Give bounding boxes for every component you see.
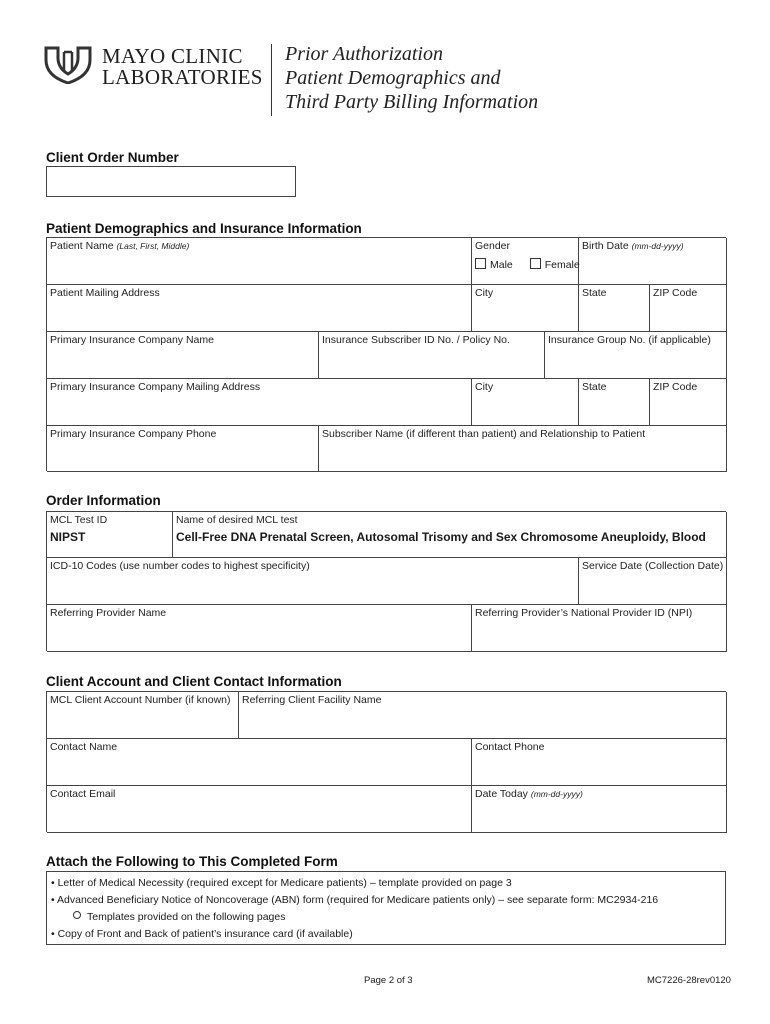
patient-section-heading: Patient Demographics and Insurance Information — [46, 221, 362, 236]
order-section-heading: Order Information — [46, 493, 161, 508]
service-date-label: Service Date (Collection Date) — [582, 560, 724, 572]
client-contact-table — [46, 691, 726, 832]
referring-provider-field[interactable] — [47, 605, 472, 652]
insurance-phone-field[interactable] — [47, 426, 319, 472]
logo-line-1: MAYO CLINIC — [102, 44, 243, 68]
female-checkbox[interactable] — [530, 258, 541, 269]
mcl-test-id-value: NIPST — [50, 530, 86, 544]
logo-line-2: LABORATORIES — [102, 65, 263, 89]
date-today-label: Date Today (mm-dd-yyyy) — [475, 788, 583, 800]
birth-date-field[interactable] — [579, 238, 727, 285]
form-id: MC7226-28rev0120 — [647, 975, 731, 986]
mcl-test-name-label: Name of desired MCL test — [176, 514, 298, 526]
header-divider — [271, 44, 272, 116]
insurance-phone-label: Primary Insurance Company Phone — [50, 428, 217, 440]
birth-date-label: Birth Date (mm-dd-yyyy) — [582, 240, 684, 252]
title-line-1: Prior Authorization — [285, 43, 443, 65]
client-section-heading: Client Account and Client Contact Information — [46, 674, 342, 689]
contact-email-label: Contact Email — [50, 788, 116, 800]
client-account-number-label: MCL Client Account Number (if known) — [50, 694, 231, 706]
contact-name-field[interactable] — [47, 739, 472, 786]
gender-field — [472, 238, 579, 285]
insurance-zip-label: ZIP Code — [653, 381, 698, 393]
patient-demographics-table — [46, 237, 726, 471]
insurance-company-name-field[interactable] — [47, 332, 319, 379]
gender-male-option[interactable]: Male — [475, 259, 513, 271]
date-today-field[interactable] — [472, 786, 727, 833]
subscriber-name-field[interactable] — [319, 426, 727, 472]
icd10-codes-label: ICD-10 Codes (use number codes to highest specificity) — [50, 560, 310, 572]
mayo-shield-logo-icon — [44, 44, 92, 84]
insurance-state-label: State — [582, 381, 607, 393]
client-order-number-field[interactable] — [46, 166, 296, 197]
patient-name-label: Patient Name (Last, First, Middle) — [50, 240, 190, 252]
contact-email-field[interactable] — [47, 786, 472, 833]
patient-mailing-address-label: Patient Mailing Address — [50, 287, 160, 299]
insurance-zip-field[interactable] — [650, 379, 727, 426]
mcl-test-name-value: Cell-Free DNA Prenatal Screen, Autosomal Trisomy and Sex Chromosome Aneuploidy, Blood — [176, 530, 706, 544]
insurance-subscriber-id-label: Insurance Subscriber ID No. / Policy No. — [322, 334, 510, 346]
mcl-test-id-field[interactable] — [47, 512, 173, 558]
subscriber-name-label: Subscriber Name (if different than patient) and Relationship to Patient — [322, 428, 646, 440]
service-date-field[interactable] — [579, 558, 727, 605]
patient-city-label: City — [475, 287, 494, 299]
patient-city-field[interactable] — [472, 285, 579, 332]
gender-label: Gender — [475, 240, 511, 252]
insurance-city-label: City — [475, 381, 494, 393]
mcl-test-name-field[interactable] — [173, 512, 727, 558]
patient-zip-field[interactable] — [650, 285, 727, 332]
referring-provider-label: Referring Provider Name — [50, 607, 167, 619]
facility-name-label: Referring Client Facility Name — [242, 694, 382, 706]
attachment-item-abn: • Advanced Beneficiary Notice of Noncoverage (ABN) form (required for Medicare patients only) – see separate form: MC2934-216 — [51, 894, 659, 906]
insurance-city-field[interactable] — [472, 379, 579, 426]
insurance-group-field[interactable] — [545, 332, 727, 379]
patient-zip-label: ZIP Code — [653, 287, 698, 299]
title-line-3: Third Party Billing Information — [285, 91, 539, 113]
insurance-subscriber-id-field[interactable] — [319, 332, 545, 379]
client-account-number-field[interactable] — [47, 692, 239, 739]
contact-phone-label: Contact Phone — [475, 741, 545, 753]
insurance-mailing-address-field[interactable] — [47, 379, 472, 426]
title-line-2: Patient Demographics and — [285, 67, 501, 89]
referring-npi-field[interactable] — [472, 605, 727, 652]
patient-state-label: State — [582, 287, 607, 299]
client-order-number-heading: Client Order Number — [46, 150, 179, 165]
gender-female-option[interactable]: Female — [530, 259, 580, 271]
patient-name-field[interactable] — [47, 238, 472, 285]
male-checkbox[interactable] — [475, 258, 486, 269]
facility-name-field[interactable] — [239, 692, 727, 739]
mcl-test-id-label: MCL Test ID — [50, 514, 108, 526]
order-information-table — [46, 511, 726, 651]
patient-state-field[interactable] — [579, 285, 650, 332]
page-number: Page 2 of 3 — [364, 975, 413, 986]
form-title — [285, 42, 538, 114]
hollow-bullet-icon — [73, 911, 81, 919]
contact-phone-field[interactable] — [472, 739, 727, 786]
attachment-item-insurance-card: • Copy of Front and Back of patient’s insurance card (if available) — [51, 928, 353, 940]
attachments-list — [51, 875, 721, 943]
attach-section-heading: Attach the Following to This Completed Form — [46, 854, 338, 869]
insurance-mailing-address-label: Primary Insurance Company Mailing Address — [50, 381, 261, 393]
patient-mailing-address-field[interactable] — [47, 285, 472, 332]
icd10-codes-field[interactable] — [47, 558, 579, 605]
attachment-item-templates: Templates provided on the following pages — [51, 909, 721, 926]
logo-wordmark — [102, 46, 263, 88]
insurance-group-label: Insurance Group No. (if applicable) — [548, 334, 711, 346]
attachment-item-letter: • Letter of Medical Necessity (required except for Medicare patients) – template provided on page 3 — [51, 877, 512, 889]
insurance-company-name-label: Primary Insurance Company Name — [50, 334, 214, 346]
attachments-list-box — [46, 871, 726, 945]
insurance-state-field[interactable] — [579, 379, 650, 426]
referring-npi-label: Referring Provider’s National Provider ID (NPI) — [475, 607, 693, 619]
contact-name-label: Contact Name — [50, 741, 118, 753]
